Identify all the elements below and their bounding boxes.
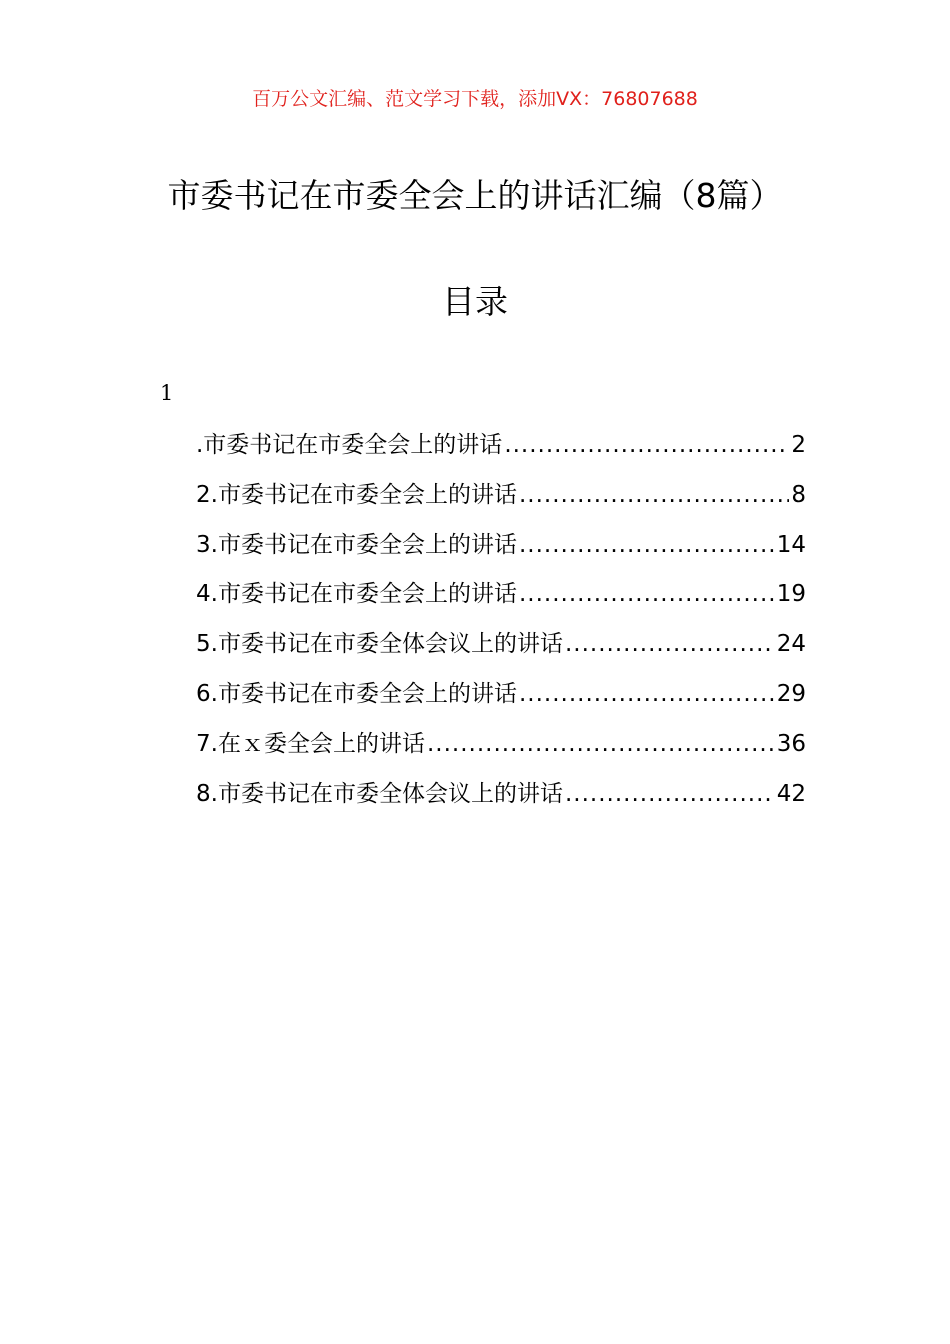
toc-entry-title: 6.市委书记在市委全会上的讲话	[196, 680, 517, 707]
toc-entry[interactable]	[196, 526, 806, 576]
toc-entry[interactable]	[196, 775, 806, 825]
toc-dot-leader	[519, 482, 789, 508]
table-of-contents	[196, 426, 806, 824]
toc-entry-page: 19	[776, 581, 806, 608]
toc-dot-leader	[504, 432, 789, 458]
toc-dot-leader	[519, 532, 775, 558]
toc-entry-title: .市委书记在市委全会上的讲话	[196, 432, 503, 458]
toc-entry-page: 29	[776, 680, 806, 707]
toc-entry-title: 8.市委书记在市委全体会议上的讲话	[196, 780, 563, 807]
toc-entry[interactable]	[196, 725, 806, 775]
toc-entry-page: 42	[776, 780, 806, 807]
document-title: 市委书记在市委全会上的讲话汇编（8篇）	[167, 176, 783, 215]
toc-entry-page: 8	[791, 481, 806, 508]
toc-entry[interactable]	[196, 426, 806, 476]
toc-dot-leader	[427, 731, 775, 757]
toc-entry-page: 14	[776, 531, 806, 558]
toc-entry-title: 2.市委书记在市委全会上的讲话	[196, 481, 517, 508]
toc-entry[interactable]	[196, 575, 806, 625]
toc-entry-title: 5.市委书记在市委全体会议上的讲话	[196, 631, 563, 658]
toc-dot-leader	[565, 781, 775, 807]
toc-entry-title: 4.市委书记在市委全会上的讲话	[196, 581, 517, 608]
stray-number: 1	[160, 381, 174, 405]
toc-entry-title: 3.市委书记在市委全会上的讲话	[196, 531, 517, 558]
toc-entry[interactable]	[196, 675, 806, 725]
toc-dot-leader	[519, 581, 775, 607]
header-note: 百万公文汇编、范文学习下载，添加VX：76807688	[252, 88, 698, 110]
toc-entry-title: 7.在ｘ委全会上的讲话	[196, 730, 425, 757]
toc-entry-page: 36	[776, 730, 806, 757]
toc-entry-page: 24	[776, 631, 806, 658]
toc-dot-leader	[519, 681, 775, 707]
toc-dot-leader	[565, 631, 775, 657]
toc-entry[interactable]	[196, 476, 806, 526]
toc-entry-page: 2	[791, 432, 806, 458]
toc-entry[interactable]	[196, 625, 806, 675]
toc-heading: 目录	[442, 282, 508, 321]
